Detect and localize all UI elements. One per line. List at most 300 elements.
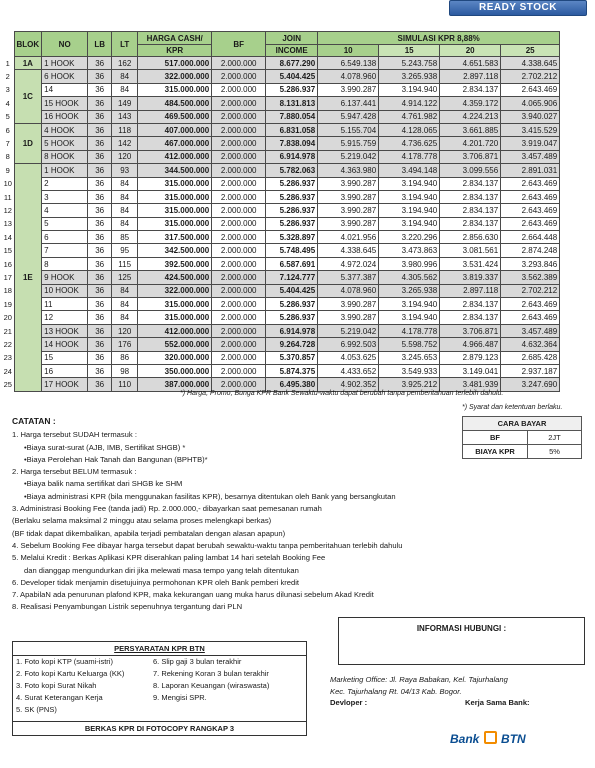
kpr-15-cell: 4.178.778 [379, 150, 440, 163]
lb-cell: 36 [88, 311, 112, 324]
join-income-cell: 6.587.691 [266, 257, 318, 270]
price-cell: 322.000.000 [138, 284, 212, 297]
lt-cell: 86 [112, 351, 138, 364]
lb-cell: 36 [88, 137, 112, 150]
bf-cell: 2.000.000 [212, 110, 266, 123]
kpr-20-cell: 3.481.939 [440, 378, 501, 391]
unit-no-cell: 15 [42, 351, 88, 364]
table-row [2, 123, 560, 136]
kpr-10-cell: 6.992.503 [318, 338, 379, 351]
row-number: 9 [5, 165, 10, 175]
requirement-item: 8. Laporan Keuangan (wiraswasta) [153, 681, 270, 690]
kpr-25-cell: 2.891.031 [501, 164, 560, 177]
kpr-20-cell: 4.201.720 [440, 137, 501, 150]
unit-no-cell: 5 [42, 217, 88, 230]
unit-no-cell: 16 HOOK [42, 110, 88, 123]
bank-btn-logo [450, 731, 526, 746]
requirements-title: PERSYARATAN KPR BTN [13, 642, 306, 656]
kpr-fee-label: BIAYA KPR [463, 445, 528, 459]
table-row [2, 150, 560, 163]
join-income-cell: 5.328.897 [266, 231, 318, 244]
price-cell: 350.000.000 [138, 364, 212, 377]
col-blok: BLOK [14, 32, 42, 57]
logo-mark-icon [484, 731, 497, 744]
kpr-25-cell: 4.632.364 [501, 338, 560, 351]
kpr-15-cell: 5.598.752 [379, 338, 440, 351]
lb-cell: 36 [88, 204, 112, 217]
price-cell: 392.500.000 [138, 257, 212, 270]
kpr-20-cell: 2.834.137 [440, 217, 501, 230]
kpr-15-cell: 4.736.625 [379, 137, 440, 150]
unit-no-cell: 6 HOOK [42, 70, 88, 83]
join-income-cell: 7.880.054 [266, 110, 318, 123]
table-row [2, 57, 560, 70]
price-cell: 315.000.000 [138, 298, 212, 311]
kpr-15-cell: 3.194.940 [379, 204, 440, 217]
note-5a: dan dianggap mengundurkan diri jika melewati masa tempo yang telah ditentukan [24, 565, 299, 575]
bf-cell: 2.000.000 [212, 97, 266, 110]
lb-cell: 36 [88, 271, 112, 284]
unit-no-cell: 8 [42, 257, 88, 270]
price-cell: 407.000.000 [138, 123, 212, 136]
join-income-cell: 5.404.425 [266, 284, 318, 297]
col-tenor-15: 15 [379, 45, 440, 57]
kpr-10-cell: 3.990.287 [318, 190, 379, 203]
kpr-25-cell: 4.065.906 [501, 97, 560, 110]
kpr-15-cell: 3.194.940 [379, 217, 440, 230]
note-2b: •Biaya administrasi KPR (bila menggunakan fasilitas KPR), besarnya ditentukan oleh Bank yang bersangkutan [24, 491, 396, 501]
kpr-10-cell: 5.947.428 [318, 110, 379, 123]
price-cell: 469.500.000 [138, 110, 212, 123]
price-cell: 552.000.000 [138, 338, 212, 351]
requirement-item: 9. Mengisi SPR. [153, 693, 207, 702]
lb-cell: 36 [88, 284, 112, 297]
kpr-20-cell: 2.834.137 [440, 311, 501, 324]
join-income-cell: 5.286.937 [266, 298, 318, 311]
lt-cell: 118 [112, 123, 138, 136]
table-row [2, 298, 560, 311]
lt-cell: 84 [112, 177, 138, 190]
footnote-price: *) Harga, Promo, Bunga KPR Bank Sewaktu-waktu dapat berubah tanpa pemberitahuan terlebih dahulu. [180, 390, 504, 397]
row-number: 22 [3, 339, 12, 349]
kpr-20-cell: 2.834.137 [440, 83, 501, 96]
note-4: 4. Sebelum Booking Fee dibayar harga tersebut dapat berubah sewaktu-waktu tanpa pemberitahuan terlebih dahulu [12, 540, 403, 550]
bf-cell: 2.000.000 [212, 378, 266, 391]
bf-cell: 2.000.000 [212, 83, 266, 96]
bf-cell: 2.000.000 [212, 217, 266, 230]
col-tenor-25: 25 [501, 45, 560, 57]
join-income-cell: 6.914.978 [266, 324, 318, 337]
kpr-15-cell: 4.305.562 [379, 271, 440, 284]
unit-no-cell: 13 HOOK [42, 324, 88, 337]
lt-cell: 95 [112, 244, 138, 257]
lt-cell: 142 [112, 137, 138, 150]
lt-cell: 84 [112, 284, 138, 297]
bf-cell: 2.000.000 [212, 284, 266, 297]
unit-no-cell: 14 [42, 83, 88, 96]
kpr-10-cell: 4.053.625 [318, 351, 379, 364]
kpr-20-cell: 3.149.041 [440, 364, 501, 377]
bf-cell: 2.000.000 [212, 177, 266, 190]
lb-cell: 36 [88, 190, 112, 203]
kpr-15-cell: 3.194.940 [379, 83, 440, 96]
join-income-cell: 9.264.728 [266, 338, 318, 351]
unit-no-cell: 9 HOOK [42, 271, 88, 284]
kpr-20-cell: 3.706.871 [440, 324, 501, 337]
lb-cell: 36 [88, 123, 112, 136]
notes-title: CATATAN : [12, 416, 56, 426]
bf-cell: 2.000.000 [212, 271, 266, 284]
table-row [2, 137, 560, 150]
lt-cell: 176 [112, 338, 138, 351]
kpr-20-cell: 2.834.137 [440, 177, 501, 190]
kpr-10-cell: 4.078.960 [318, 70, 379, 83]
unit-no-cell: 10 HOOK [42, 284, 88, 297]
requirement-item: 6. Slip gaji 3 bulan terakhir [153, 657, 242, 666]
kpr-25-cell: 2.702.212 [501, 284, 560, 297]
kpr-15-cell: 3.194.940 [379, 311, 440, 324]
lb-cell: 36 [88, 378, 112, 391]
kpr-20-cell: 2.834.137 [440, 204, 501, 217]
row-number: 8 [5, 152, 10, 162]
bf-cell: 2.000.000 [212, 257, 266, 270]
price-cell: 317.500.000 [138, 231, 212, 244]
lb-cell: 36 [88, 364, 112, 377]
lt-cell: 115 [112, 257, 138, 270]
table-row [2, 83, 560, 96]
table-row [2, 324, 560, 337]
bf-cell: 2.000.000 [212, 190, 266, 203]
lt-cell: 84 [112, 217, 138, 230]
row-number: 12 [3, 205, 12, 215]
unit-no-cell: 14 HOOK [42, 338, 88, 351]
row-number: 2 [5, 72, 10, 82]
lt-cell: 84 [112, 298, 138, 311]
row-number: 14 [3, 232, 12, 242]
price-cell: 412.000.000 [138, 324, 212, 337]
note-1a: •Biaya surat-surat (AJB, IMB, Sertifikat SHGB) * [24, 442, 186, 452]
row-number: 13 [3, 219, 12, 229]
lb-cell: 36 [88, 298, 112, 311]
unit-no-cell: 4 HOOK [42, 123, 88, 136]
col-lt: LT [112, 32, 138, 57]
payment-method-title: CARA BAYAR [463, 417, 582, 431]
kpr-20-cell: 3.531.424 [440, 257, 501, 270]
note-2: 2. Harga tersebut BELUM termasuk : [12, 467, 137, 477]
row-number: 17 [3, 272, 12, 282]
lb-cell: 36 [88, 57, 112, 70]
lb-cell: 36 [88, 97, 112, 110]
join-income-cell: 5.404.425 [266, 70, 318, 83]
bf-cell: 2.000.000 [212, 244, 266, 257]
kpr-25-cell: 2.702.212 [501, 70, 560, 83]
bf-cell: 2.000.000 [212, 150, 266, 163]
marketing-office [330, 674, 508, 698]
note-8: 8. Realisasi Penyambungan Listrik sepenuhnya tergantung dari PLN [12, 602, 243, 612]
row-number: 25 [3, 380, 12, 390]
table-row [2, 351, 560, 364]
kpr-25-cell: 3.457.489 [501, 324, 560, 337]
kpr-10-cell: 4.338.645 [318, 244, 379, 257]
table-row [2, 311, 560, 324]
contact-info-box [338, 617, 585, 665]
lb-cell: 36 [88, 217, 112, 230]
price-cell: 484.500.000 [138, 97, 212, 110]
requirement-item: 5. SK (PNS) [16, 705, 57, 714]
lt-cell: 120 [112, 150, 138, 163]
kpr-15-cell: 3.980.996 [379, 257, 440, 270]
col-join: JOIN [266, 32, 318, 45]
kpr-25-cell: 2.664.448 [501, 231, 560, 244]
lb-cell: 36 [88, 70, 112, 83]
kpr-10-cell: 3.990.287 [318, 204, 379, 217]
row-number: 18 [3, 286, 12, 296]
join-income-cell: 8.677.290 [266, 57, 318, 70]
unit-no-cell: 1 HOOK [42, 57, 88, 70]
lb-cell: 36 [88, 110, 112, 123]
lt-cell: 98 [112, 364, 138, 377]
kpr-20-cell: 3.706.871 [440, 150, 501, 163]
lt-cell: 84 [112, 83, 138, 96]
requirements-footer: BERKAS KPR DI FOTOCOPY RANGKAP 3 [13, 721, 306, 735]
price-cell: 315.000.000 [138, 190, 212, 203]
kpr-10-cell: 4.078.960 [318, 284, 379, 297]
price-cell: 320.000.000 [138, 351, 212, 364]
kpr-15-cell: 3.194.940 [379, 177, 440, 190]
price-cell: 517.000.000 [138, 57, 212, 70]
kpr-requirements-box [12, 641, 307, 736]
kpr-10-cell: 3.990.287 [318, 177, 379, 190]
kpr-10-cell: 3.990.287 [318, 83, 379, 96]
unit-no-cell: 8 HOOK [42, 150, 88, 163]
ready-stock-badge: READY STOCK [449, 0, 587, 16]
kpr-20-cell: 4.224.213 [440, 110, 501, 123]
kpr-10-cell: 5.219.042 [318, 324, 379, 337]
requirement-item: 3. Foto kopi Surat Nikah [16, 681, 97, 690]
kpr-20-cell: 4.359.172 [440, 97, 501, 110]
unit-no-cell: 16 [42, 364, 88, 377]
kpr-25-cell: 2.937.187 [501, 364, 560, 377]
col-tenor-20: 20 [440, 45, 501, 57]
join-income-cell: 5.286.937 [266, 177, 318, 190]
row-number: 15 [3, 246, 12, 256]
lt-cell: 84 [112, 190, 138, 203]
row-number: 7 [5, 139, 10, 149]
table-row [2, 97, 560, 110]
table-row [2, 217, 560, 230]
kpr-20-cell: 2.897.118 [440, 284, 501, 297]
price-cell: 387.000.000 [138, 378, 212, 391]
kpr-25-cell: 2.643.469 [501, 311, 560, 324]
join-income-cell: 6.495.380 [266, 378, 318, 391]
blok-cell: 1D [14, 123, 42, 163]
bf-cell: 2.000.000 [212, 204, 266, 217]
kpr-25-cell: 4.338.645 [501, 57, 560, 70]
kpr-15-cell: 4.914.122 [379, 97, 440, 110]
join-income-cell: 7.838.094 [266, 137, 318, 150]
lt-cell: 93 [112, 164, 138, 177]
unit-no-cell: 2 [42, 177, 88, 190]
developer-label: Devloper : [330, 698, 368, 707]
bf-value: 2JT [528, 431, 582, 445]
row-number: 16 [3, 259, 12, 269]
lb-cell: 36 [88, 257, 112, 270]
lb-cell: 36 [88, 164, 112, 177]
note-1b: •Biaya Perolehan Hak Tanah dan Bangunan (BPHTB)* [24, 454, 208, 464]
kpr-20-cell: 3.661.885 [440, 123, 501, 136]
col-income: INCOME [266, 45, 318, 57]
payment-method-table [462, 416, 582, 459]
requirement-item: 4. Surat Keterangan Kerja [16, 693, 103, 702]
kpr-25-cell: 2.643.469 [501, 177, 560, 190]
kpr-25-cell: 3.919.047 [501, 137, 560, 150]
row-number: 6 [5, 125, 10, 135]
kpr-fee-value: 5% [528, 445, 582, 459]
table-row [2, 231, 560, 244]
unit-no-cell: 17 HOOK [42, 378, 88, 391]
lt-cell: 84 [112, 311, 138, 324]
bf-cell: 2.000.000 [212, 123, 266, 136]
marketing-line-2: Kec. Tajurhalang Rt. 04/13 Kab. Bogor. [330, 687, 462, 696]
price-cell: 424.500.000 [138, 271, 212, 284]
price-cell: 315.000.000 [138, 204, 212, 217]
join-income-cell: 5.370.857 [266, 351, 318, 364]
note-3b: (BF tidak dapat dikembalikan, apabila terjadi pembatalan dengan alasan apapun) [12, 528, 286, 538]
price-table [2, 31, 560, 392]
price-table-body [2, 57, 560, 392]
price-cell: 322.000.000 [138, 70, 212, 83]
kpr-15-cell: 3.194.940 [379, 190, 440, 203]
col-lb: LB [88, 32, 112, 57]
bf-cell: 2.000.000 [212, 311, 266, 324]
lt-cell: 84 [112, 70, 138, 83]
join-income-cell: 5.286.937 [266, 190, 318, 203]
requirements-left [16, 656, 153, 716]
table-row [2, 70, 560, 83]
kpr-10-cell: 4.363.980 [318, 164, 379, 177]
join-income-cell: 5.782.063 [266, 164, 318, 177]
unit-no-cell: 3 [42, 190, 88, 203]
lt-cell: 85 [112, 231, 138, 244]
price-cell: 315.000.000 [138, 311, 212, 324]
join-income-cell: 5.286.937 [266, 311, 318, 324]
kpr-15-cell: 4.128.065 [379, 123, 440, 136]
table-row [2, 190, 560, 203]
logo-bank-text: Bank [450, 732, 480, 746]
kpr-15-cell: 4.178.778 [379, 324, 440, 337]
kpr-10-cell: 6.549.138 [318, 57, 379, 70]
join-income-cell: 5.286.937 [266, 83, 318, 96]
lt-cell: 149 [112, 97, 138, 110]
bf-cell: 2.000.000 [212, 351, 266, 364]
lb-cell: 36 [88, 244, 112, 257]
kpr-15-cell: 3.925.212 [379, 378, 440, 391]
table-row [2, 364, 560, 377]
col-harga: HARGA CASH/ [138, 32, 212, 45]
join-income-cell: 5.286.937 [266, 204, 318, 217]
price-cell: 342.500.000 [138, 244, 212, 257]
requirements-right [153, 656, 269, 716]
blok-cell: 1A [14, 57, 42, 70]
requirement-item: 2. Foto kopi Kartu Keluarga (KK) [16, 669, 125, 678]
kpr-15-cell: 3.245.653 [379, 351, 440, 364]
table-row [2, 284, 560, 297]
col-kpr: KPR [138, 45, 212, 57]
bf-cell: 2.000.000 [212, 57, 266, 70]
bf-cell: 2.000.000 [212, 364, 266, 377]
note-5: 5. Melalui Kredit : Berkas Aplikasi KPR diserahkan paling lambat 14 hari setelah Booking Fee [12, 553, 326, 563]
kpr-20-cell: 2.879.123 [440, 351, 501, 364]
lb-cell: 36 [88, 351, 112, 364]
join-income-cell: 6.914.978 [266, 150, 318, 163]
note-6: 6. Developer tidak menjamin disetujuinya permohonan KPR oleh Bank pemberi kredit [12, 577, 300, 587]
kpr-25-cell: 2.643.469 [501, 83, 560, 96]
logo-btn-text: BTN [501, 732, 526, 746]
table-row [2, 177, 560, 190]
bf-cell: 2.000.000 [212, 324, 266, 337]
table-row [2, 244, 560, 257]
bf-cell: 2.000.000 [212, 70, 266, 83]
row-number: 4 [5, 98, 10, 108]
col-simulasi: SIMULASI KPR 8,88% [318, 32, 560, 45]
kpr-25-cell: 2.643.469 [501, 217, 560, 230]
price-cell: 344.500.000 [138, 164, 212, 177]
blok-cell: 1E [14, 164, 42, 392]
kpr-15-cell: 4.761.982 [379, 110, 440, 123]
row-number: 23 [3, 353, 12, 363]
table-row [2, 338, 560, 351]
col-bf: BF [212, 32, 266, 57]
kpr-15-cell: 3.549.933 [379, 364, 440, 377]
kpr-10-cell: 5.377.387 [318, 271, 379, 284]
unit-no-cell: 4 [42, 204, 88, 217]
lt-cell: 125 [112, 271, 138, 284]
kpr-25-cell: 2.643.469 [501, 204, 560, 217]
note-3a: (Berlaku selama maksimal 2 minggu atau selama proses melengkapi berkas) [12, 516, 272, 526]
unit-no-cell: 12 [42, 311, 88, 324]
kpr-20-cell: 4.966.487 [440, 338, 501, 351]
kpr-25-cell: 3.940.027 [501, 110, 560, 123]
row-number: 3 [5, 85, 10, 95]
join-income-cell: 7.124.777 [266, 271, 318, 284]
kpr-10-cell: 3.990.287 [318, 298, 379, 311]
row-number: 19 [3, 299, 12, 309]
price-cell: 467.000.000 [138, 137, 212, 150]
note-7: 7. ApabilaN ada penurunan plafond KPR, maka kekurangan uang muka harus dilunasi sebelum Akad Kredit [12, 590, 374, 600]
kpr-20-cell: 4.651.583 [440, 57, 501, 70]
kpr-25-cell: 3.293.846 [501, 257, 560, 270]
note-3: 3. Administrasi Booking Fee (tanda jadi) Rp. 2.000.000,- dibayarkan saat pemesanan rumah [12, 504, 322, 514]
kpr-15-cell: 3.194.940 [379, 298, 440, 311]
lt-cell: 84 [112, 204, 138, 217]
kpr-25-cell: 2.643.469 [501, 190, 560, 203]
lb-cell: 36 [88, 324, 112, 337]
kpr-20-cell: 3.819.337 [440, 271, 501, 284]
kpr-10-cell: 4.972.024 [318, 257, 379, 270]
kpr-15-cell: 3.265.938 [379, 70, 440, 83]
unit-no-cell: 15 HOOK [42, 97, 88, 110]
join-income-cell: 6.831.058 [266, 123, 318, 136]
col-tenor-10: 10 [318, 45, 379, 57]
kpr-15-cell: 5.243.758 [379, 57, 440, 70]
row-number: 10 [3, 179, 12, 189]
kpr-10-cell: 3.990.287 [318, 311, 379, 324]
kpr-10-cell: 4.433.652 [318, 364, 379, 377]
kpr-15-cell: 3.220.296 [379, 231, 440, 244]
lt-cell: 162 [112, 57, 138, 70]
notes-section [12, 415, 452, 614]
marketing-line-1: Marketing Office: Jl. Raya Babakan, Kel. Tajurhalang [330, 675, 508, 684]
